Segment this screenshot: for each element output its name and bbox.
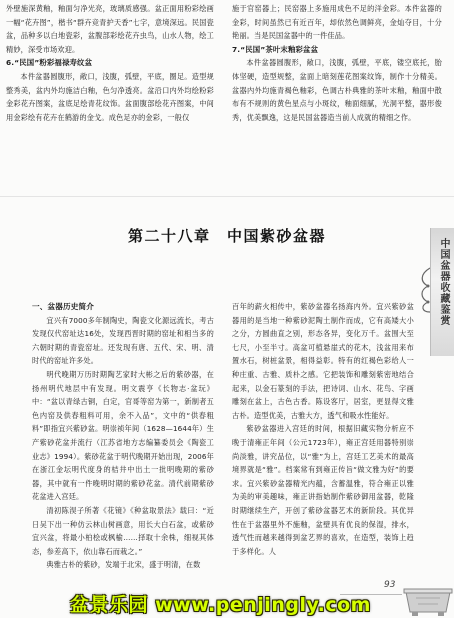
paragraph: 明代晚期万历时期陶艺家时大彬之后的紫砂器，在扬州明代地层中有发现。明文震亨《长物志·盆玩》中：“盆以青绿古铜，白定，官哥等窑为第一，新制者五色内窑及供春粗料可用，余不入品”，文中的“供春粗料”即指宜兴紫砂盆。明崇祯年间（1628—1644年）生产紫砂花盆并流行（江苏省地方志编纂委员会《陶瓷工业志》1994）。紫砂花盆于明代晚期开始出现，2006年在浙江金坛明代度身的桔井中出土一批明晚期的紫砂器，其中就有一件晚明时期的紫砂花盆。清代前期紫砂花盆进入宫廷。 bbox=[32, 369, 214, 502]
side-tab-text: 中国盆器收藏鉴赏 bbox=[438, 238, 449, 326]
paragraph: 百年的薪火相传中，紫砂盆器名扬海内外。宜兴紫砂盆器用的是当地一种紫砂泥陶土制作而成，它有高矮大小之分，方圆曲直之别，形态各异，变化万千。盆围大至七尺，小至半寸。高盆可植悬崖式的花木，浅盆用来布置水石，树桩盆景，相得益彰。特有的红褐色彩给人一种庄重、古雅、质朴之感。它把装饰和雕刻紫密地结合起来，以金石篆刻的手法，把诗词、山水、花鸟、字画雕刻在盆上，古色古香。陈设客厅，居室，更显得文雅古朴。造型优美，古雅大方，透气和吸水性能好。 bbox=[232, 302, 414, 420]
section-heading: 6.“民国”粉彩福禄寿纹盆 bbox=[6, 58, 93, 68]
section-divider bbox=[0, 196, 454, 197]
paragraph: 本件盆器圆腹形，敞口，浅腹，弧壁，平底，圈足。造型规整秀美，盆内外均施洁白釉，色匀净透亮。盆沿口内外均绘粉彩金彩花卉图案，盆底足绘青花纹饰。盆面腹部绘花卉图案，中间用金彩绘有花卉在鹤游的金戈。成色足亦的金彩，一般仅 bbox=[6, 71, 214, 122]
top-left-column bbox=[6, 2, 214, 124]
paragraph: 宜兴有7000多年制陶史，陶瓷文化源远流长，考古发现仅代窑址达16处，发现西晋时期的窑址和相当多的六朝时期的青瓷窑址。还发现有唐、五代、宋、明、清时代的窑址许多处。 bbox=[32, 315, 214, 366]
bottom-right-column bbox=[232, 300, 414, 558]
watermark: 盆景乐园 www.penjingly.com bbox=[70, 594, 371, 616]
bottom-left-column bbox=[32, 300, 214, 572]
paragraph: 典雅古朴的紫砂，发端于北宋，盛于明清，在数 bbox=[46, 560, 201, 570]
side-tab bbox=[416, 228, 454, 356]
section-heading: 7.“民国”茶叶末釉彩盆盆 bbox=[232, 44, 319, 54]
section-heading: 一、盆器历史简介 bbox=[32, 302, 94, 311]
paragraph: 施于官窑器上；民窑器上多施用成色不足的洋金彩。本件盆器的金彩，时间虽然已有近百年，却依然色调鲜亮，金灿夺目，十分艳丽。当是民国盆器中的一件佳品。 bbox=[232, 4, 442, 41]
chapter-title: 第二十八章 中国紫砂盆器 bbox=[127, 227, 326, 245]
bonsai-pot-icon bbox=[402, 586, 454, 618]
paragraph: 清初陈淏子所著《花镜》《种盆取景法》载曰：“近日吴下出一种仿云林山树画意，用长大白石盆，或紫砂宜兴盆，将最小柏桧或枫榆……择取十余株，细视其体态，参差高下，依山靠石而栽之。” bbox=[32, 505, 214, 556]
paragraph: 外壁施深黄釉，釉面匀净光亮，玻璃质感强。盆正面用粉彩绘画一幅“花卉图”，楷书“群卉竞青护天香”七字，意境深远。民国瓷盆，品种多以白地瓷彩，盆腹部彩绘花卉虫鸟，山水人物，绘工精妙，深受市场欢迎。 bbox=[6, 4, 214, 54]
page-number: 93 bbox=[384, 580, 396, 590]
paragraph: 紫砂盆器进入宫廷的时间，根据旧藏实物分析应不晚于清雍正年间（公元1723年），雍正宫廷用器特别崇尚淡雅，讲究品位，以“雅”为上，宫廷工艺美术的最高境界就是“雅”。档案常有到雍正传旨“做文雅为好”的要求。宜兴紫砂盆器精光内蕴，含蓄温雅，符合雍正以雅为美的审美趣味，雍正讲指始制作紫砂御用盆器，乾隆时期继续生产，开创了紫砂盆器艺术的新阶段。其优异性在于盆器里外不施釉，盆壁具有优良的保湿，排水，透气性而越来越得到盆艺界的喜欢，在造型，装饰上趋于多样化。人 bbox=[232, 424, 414, 556]
paragraph: 本件盆器圆腹形，敞口，浅腹，弧壁，平底，镂空底托，胎体坚硬，造型规整，盆面上暗刻莲花图案纹饰，制作十分精美。盆器内外均施青褐色釉彩，色调古朴典雅的茶叶末釉，釉面中散布有不规则的黄色星点与小斑纹，釉面细腻，光洞平整，器形俊秀，优美飘逸，这是民国盆器造当前人成就的精细之作。 bbox=[232, 58, 442, 122]
top-right-column bbox=[232, 2, 442, 124]
